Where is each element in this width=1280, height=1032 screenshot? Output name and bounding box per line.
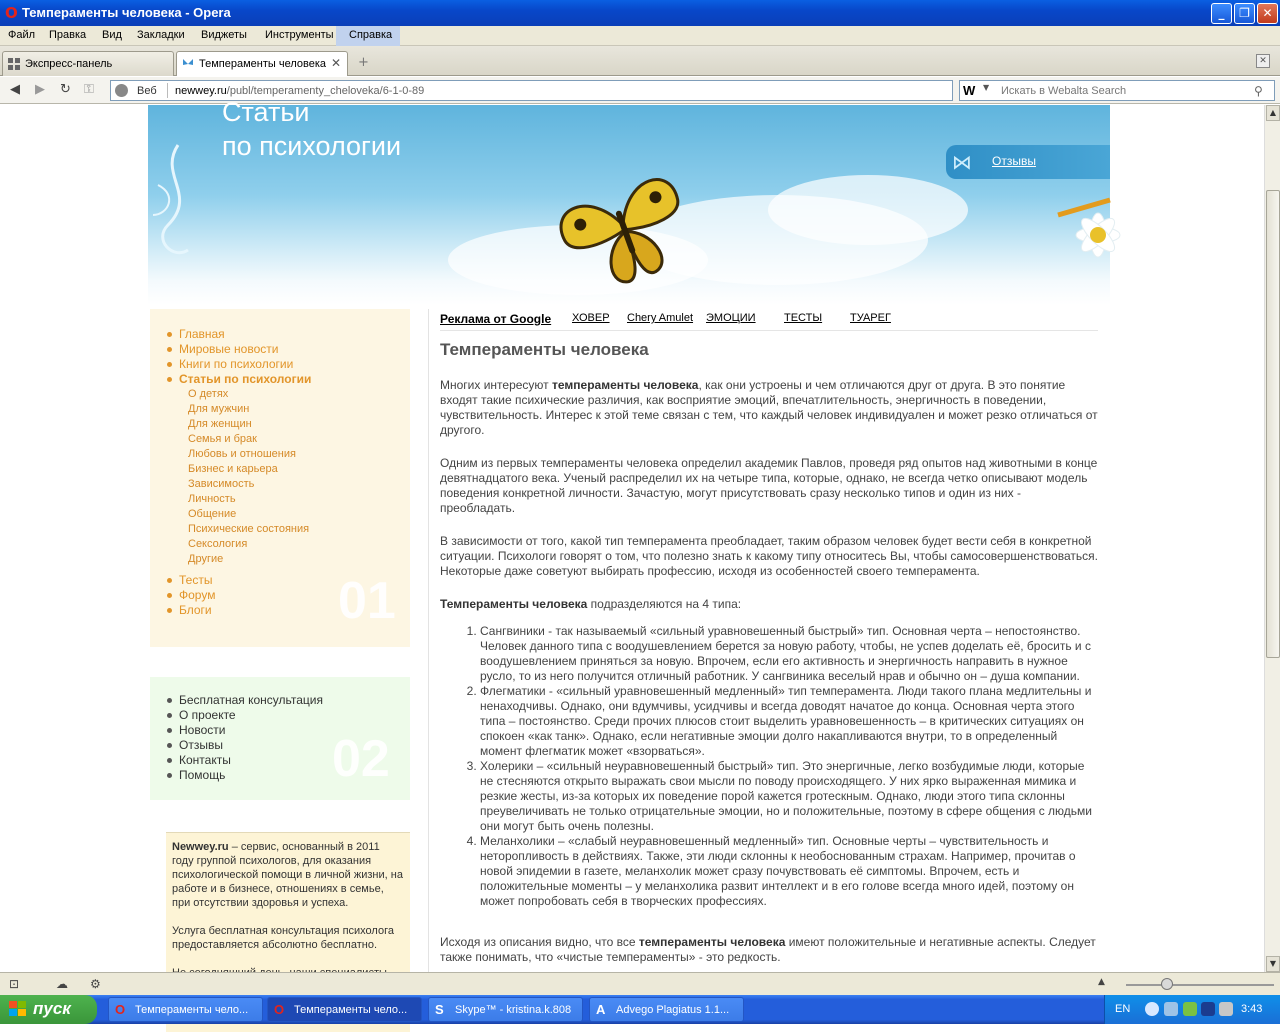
restore-button[interactable]: ❐ xyxy=(1234,3,1255,24)
sidebar-subitem[interactable]: Психические состояния xyxy=(188,523,310,535)
browser-status-bar xyxy=(0,972,1280,995)
menu-bookmarks[interactable]: Закладки xyxy=(137,29,185,41)
sidebar-subitem[interactable]: Другие xyxy=(188,553,224,565)
sidebar-subitem[interactable]: Зависимость xyxy=(188,478,255,490)
address-mode-label: Веб xyxy=(137,85,157,97)
sidebar-item-forum[interactable]: Форум xyxy=(166,588,311,603)
butterfly-illustration xyxy=(548,150,698,300)
system-tray xyxy=(1104,995,1280,1024)
ad-link[interactable]: ТЕСТЫ xyxy=(784,312,823,324)
skype-icon: S xyxy=(435,1002,444,1017)
menu-help[interactable]: Справка xyxy=(349,29,393,41)
text: подразделяются на 4 типа: xyxy=(587,597,742,611)
search-placeholder: Искать в Webalta Search xyxy=(1001,85,1127,97)
language-indicator[interactable]: EN xyxy=(1115,1003,1131,1015)
section-number: 02 xyxy=(332,730,390,788)
taskbar-button-label: Темпераменты чело... xyxy=(135,1004,249,1016)
sidebar-nav-service xyxy=(150,677,410,800)
sidebar-item-about[interactable]: О проекте xyxy=(166,708,323,723)
globe-icon xyxy=(115,84,128,97)
tab-article[interactable] xyxy=(176,51,348,76)
temperament-types-list xyxy=(440,624,1098,909)
vertical-scrollbar[interactable] xyxy=(1264,105,1280,972)
column-divider xyxy=(428,309,429,989)
close-tab-icon[interactable]: ✕ xyxy=(330,56,341,70)
site-title-line2: по психологии xyxy=(222,131,402,161)
article-paragraph xyxy=(440,597,1098,612)
site-header xyxy=(148,97,1110,305)
reload-icon[interactable]: ↻ xyxy=(60,82,71,97)
clock: 3:43 xyxy=(1241,1003,1263,1015)
windows-taskbar xyxy=(0,995,1280,1024)
navigation-bar xyxy=(0,77,1280,104)
section-number: 01 xyxy=(338,572,396,630)
tab-speed-dial[interactable] xyxy=(2,51,174,76)
text: Исходя из описания видно, что все xyxy=(440,935,639,949)
taskbar-button-opera-2[interactable] xyxy=(267,997,422,1022)
article-content xyxy=(440,309,1098,965)
google-ads-bar xyxy=(440,309,1098,331)
list-item: 3. Холерики – «сильный неуравновешенный быстрый» тип. Это энергичные, легко возбудимые люди, которые не стесняются открыто выражать свои мысли по поводу происходящего. У них ярко выраженная мимика и резкие жесты, из-за которых их поведение порой кажется гротескным. Однако, люди этого типа склонны преувеличивать не только отрицательные эмоции, но и положительные, поэтому в сфере общения с людьми они могут быть очень полезны. xyxy=(480,759,1098,834)
chevron-down-icon[interactable]: ▼ xyxy=(983,83,990,92)
bold-text: Темпераменты человека xyxy=(440,597,588,611)
zoom-up-icon[interactable]: ▲ xyxy=(1098,977,1105,987)
ad-link[interactable]: ЭМОЦИИ xyxy=(706,312,756,324)
text: имеют положительные и негативные аспекты. Следует также понимать, что «чистые темпераменты» - это редкость. xyxy=(440,935,1096,964)
url-host: newwey.ru xyxy=(175,85,227,97)
text: , как они устроены и чем отличаются друг от друга. В это понятие входят такие психические различия, как восприятие эмоций, впечатлительность, энергичность в поведении, чувствительность. Интерес к этой теме связан с тем, что каждый человек индивидуален и может резко отличаться от другого. xyxy=(440,378,1098,437)
tab-label: Экспресс-панель xyxy=(25,58,113,70)
sidebar-item-blogs[interactable]: Блоги xyxy=(166,603,311,618)
taskbar-button-label: Advego Plagiatus 1.1... xyxy=(616,1004,730,1016)
sidebar-item-tests[interactable]: Тесты xyxy=(166,573,311,588)
wand-icon[interactable]: ⚿ xyxy=(84,82,94,97)
menu-edit[interactable]: Правка xyxy=(49,29,87,41)
sidebar-nav-articles xyxy=(150,309,410,647)
list-item: 1. Сангвиники - так называемый «сильный уравновешенный быстрый» тип. Основная черта – непостоянство. Человек данного типа с воодушевлением берется за новую работу, чтобы, не успев доделать её, бросить и с воодушевлением приняться за новую. Впрочем, если его активность и энергичность направить в нужное русло, то из него получится отличный работник. У сангвиника веселый нрав и обычно он – душа компании. xyxy=(480,624,1098,684)
list-item: 4. Меланхолики – «слабый неуравновешенный медленный» тип. Основные черты – чувствительность и неторопливость в действиях. Также, эти люди склонны к необоснованным страхам. Например, прочитав о новой эпидемии в газете, меланхолик может сразу почувствовать её симптомы. Впрочем, есть и положительные моменты – у меланхолика развит интеллект и в его голове всегда много идей, поэтому он может попробовать себя в творческих профессиях. xyxy=(480,834,1098,909)
ads-label[interactable]: Реклама от Google xyxy=(440,312,552,326)
sidebar-item-home[interactable]: Главная xyxy=(166,327,311,342)
page-title: Темпераменты человека xyxy=(440,340,649,359)
article-paragraph xyxy=(440,935,1098,965)
opera-logo-icon: O xyxy=(5,4,18,22)
cloud-decoration xyxy=(768,175,968,245)
minimize-button[interactable]: _ xyxy=(1211,3,1232,24)
bold-text: темпераменты человека xyxy=(552,378,699,392)
butterfly-favicon-icon xyxy=(182,58,194,70)
sidebar-subitem[interactable]: Для мужчин xyxy=(188,403,250,415)
advego-icon: A xyxy=(596,1002,606,1017)
sidebar-item-free-consultation[interactable]: Бесплатная консультация xyxy=(166,693,323,708)
sidebar-subitem[interactable]: Сексология xyxy=(188,538,248,550)
menu-view[interactable]: Вид xyxy=(102,29,122,41)
sidebar-subitem[interactable]: Любовь и отношения xyxy=(188,448,296,460)
media-player-icon[interactable] xyxy=(1201,1002,1215,1016)
taskbar-button-label: Skype™ - kristina.k.808 xyxy=(455,1004,572,1016)
article-paragraph: В зависимости от того, какой тип темперамента преобладает, таким образом человек будет вести себя в конкретной ситуации. Психологи говорят о том, что полезно знать к какому типу относитесь Вы, чтобы самосовершенствоваться. Некоторые даже советуют выбирать профессию, исходя из особенностей своего темперамента. xyxy=(440,534,1098,578)
volume-icon[interactable] xyxy=(1219,1002,1233,1016)
menu-bar xyxy=(0,26,1280,46)
ad-link[interactable]: ТУАРЕГ xyxy=(850,312,891,324)
list-item: 2. Флегматики - «сильный уравновешенный медленный» тип темперамента. Люди такого плана медлительны и ненаходчивы. Однако, они вдумчивы, усидчивы и всегда доводят начатое до конца. Основная черта этого типа – постоянство. Среди прочих плюсов стоит выделить уравновешенность – в критических ситуациях он спокоен «как танк». Однако, если негативные эмоции долго накапливаются внутри, то в определенный момент флегматик может «взорваться». xyxy=(480,684,1098,759)
tab-bar xyxy=(0,46,1280,76)
ad-link[interactable]: ХОВЕР xyxy=(572,312,610,324)
sidebar-item-help[interactable]: Помощь xyxy=(166,768,323,783)
window-title: Темпераменты человека - Opera xyxy=(22,5,231,20)
scroll-thumb[interactable] xyxy=(1266,190,1280,658)
article-paragraph xyxy=(440,378,1098,438)
address-separator xyxy=(167,83,168,98)
cloud-icon[interactable]: ☁ xyxy=(56,977,68,991)
forward-icon[interactable]: ▶ xyxy=(35,82,45,97)
bold-text: темпераменты человека xyxy=(638,935,786,949)
sidebar-subitem[interactable]: Семья и брак xyxy=(188,433,257,445)
sidebar-item-contacts[interactable]: Контакты xyxy=(166,753,323,768)
taskbar-button-skype[interactable] xyxy=(428,997,583,1022)
sidebar-item-reviews[interactable]: Отзывы xyxy=(166,738,323,753)
new-tab-icon[interactable]: + xyxy=(358,55,369,70)
about-brand: Newwey.ru xyxy=(172,841,229,853)
menu-file[interactable]: Файл xyxy=(8,29,36,41)
daisy-illustration xyxy=(1058,155,1110,275)
search-icon[interactable]: ⚲ xyxy=(1254,84,1263,98)
sidebar-subitem[interactable]: О детях xyxy=(188,388,229,400)
menu-tools[interactable]: Инструменты xyxy=(265,29,334,41)
about-paragraph: Услуга бесплатная консультация психолога предоставляется абсолютно бесплатно. xyxy=(172,925,394,951)
reviews-link[interactable]: Отзывы xyxy=(992,154,1036,168)
text: Многих интересуют xyxy=(440,378,552,392)
shield-icon[interactable] xyxy=(1183,1002,1197,1016)
url-path: /publ/temperamenty_cheloveka/6-1-0-89 xyxy=(226,85,425,97)
tray-expand-icon[interactable] xyxy=(1145,1002,1159,1016)
start-label: пуск xyxy=(33,999,71,1018)
opera-icon: O xyxy=(115,1002,126,1017)
search-field[interactable] xyxy=(959,80,1275,101)
sidebar-item-articles[interactable]: Статьи по психологии xyxy=(166,372,311,387)
tab-label: Темпераменты человека xyxy=(199,58,326,70)
ad-link[interactable]: Chery Amulet xyxy=(627,312,694,324)
sidebar-item-news[interactable]: Новости xyxy=(166,723,323,738)
windows-flag-icon xyxy=(9,1001,27,1018)
network-icon[interactable] xyxy=(1164,1002,1178,1016)
opera-icon: O xyxy=(274,1002,285,1017)
article-paragraph: Одним из первых темпераменты человека определил академик Павлов, проведя ряд опытов над животными в конце девятнадцатого века. Ученый распределил их на четыре типа, которые, однако, не всегда четко описывают модель поведения конкретной личности. Зачастую, могут присутствовать сразу несколько типов и один из них - преобладать. xyxy=(440,456,1098,515)
zoom-slider[interactable] xyxy=(1126,984,1274,986)
close-window-button[interactable]: ✕ xyxy=(1257,3,1278,24)
panel-toggle-icon[interactable]: ⊡ xyxy=(9,977,20,991)
menu-widgets[interactable]: Виджеты xyxy=(201,29,247,41)
taskbar-button-opera-1[interactable] xyxy=(108,997,263,1022)
scroll-down-icon[interactable]: ▼ xyxy=(1266,956,1280,972)
sidebar-subitem[interactable]: Общение xyxy=(188,508,237,520)
site-title-line1: Статьи xyxy=(222,97,310,127)
search-engine-icon[interactable]: W xyxy=(963,83,976,98)
zoom-slider-knob[interactable] xyxy=(1161,978,1173,990)
swirl-ornament-icon xyxy=(148,145,208,265)
sidebar-item-books[interactable]: Книги по психологии xyxy=(166,357,311,372)
taskbar-button-advego[interactable] xyxy=(589,997,744,1022)
about-paragraph xyxy=(172,840,404,910)
trash-icon[interactable]: ✕ xyxy=(1256,54,1270,68)
speed-dial-icon xyxy=(8,58,20,70)
sidebar-item-world-news[interactable]: Мировые новости xyxy=(166,342,311,357)
turbo-icon[interactable]: ⚙ xyxy=(90,977,101,991)
site-title xyxy=(222,95,401,163)
butterfly-icon: ⋈ xyxy=(952,150,972,174)
window-titlebar xyxy=(0,0,1280,26)
sidebar-subitem[interactable]: Для женщин xyxy=(188,418,252,430)
taskbar-button-label: Темпераменты чело... xyxy=(294,1004,408,1016)
about-text: – сервис, основанный в 2011 году группой психологов, для оказания психологической помощи в личной жизни, на работе и в бизнесе, отношениях в семье, при отсутствии здоровья и успеха. xyxy=(172,841,403,909)
back-icon[interactable]: ◀ xyxy=(10,82,20,97)
sidebar-subitem[interactable]: Личность xyxy=(188,493,236,505)
sidebar-subitem[interactable]: Бизнес и карьера xyxy=(188,463,278,475)
start-button[interactable] xyxy=(0,995,97,1024)
page-viewport xyxy=(0,97,1264,972)
scroll-up-icon[interactable]: ▲ xyxy=(1266,105,1280,121)
